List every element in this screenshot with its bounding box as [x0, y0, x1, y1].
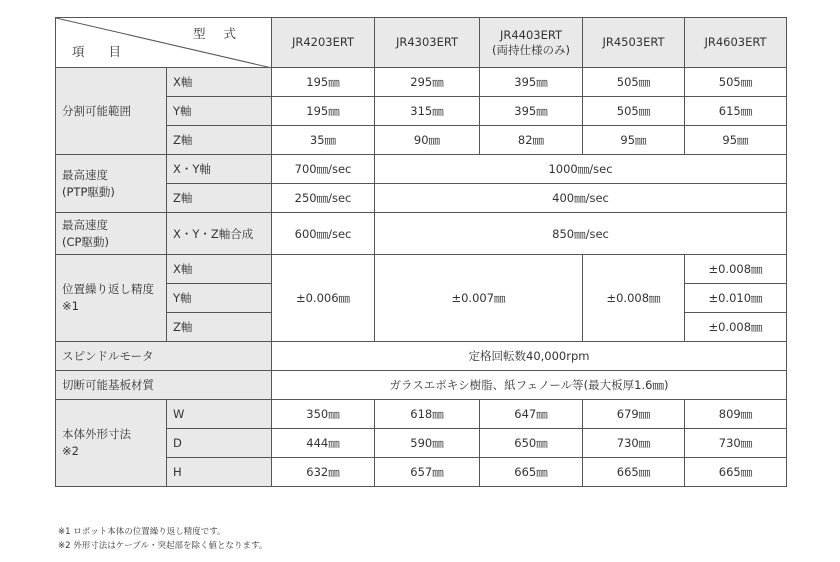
- value-cell: 395㎜: [480, 68, 583, 97]
- axis-label: Y軸: [167, 97, 272, 126]
- value-cell: 850㎜/sec: [375, 213, 787, 255]
- row-label-repeatability: [56, 255, 167, 342]
- footnote: ※1 ロボット本体の位置繰り返し精度です。: [58, 527, 226, 537]
- label-line: (PTP駆動): [62, 184, 115, 199]
- table-row: [56, 213, 787, 255]
- value-cell: 650㎜: [480, 429, 583, 458]
- axis-label: D: [167, 429, 272, 458]
- axis-label: X軸: [167, 68, 272, 97]
- model-header: [480, 18, 583, 68]
- row-label-material: 切断可能基板材質: [56, 371, 272, 400]
- model-header: JR4603ERT: [685, 18, 787, 68]
- value-cell: 647㎜: [480, 400, 583, 429]
- value-cell: 665㎜: [685, 458, 787, 487]
- value-cell: 600㎜/sec: [272, 213, 375, 255]
- table-row: [56, 400, 787, 429]
- row-label-max-speed-ptp: [56, 155, 167, 213]
- label-line: ※2: [62, 444, 79, 458]
- table-row: [56, 371, 787, 400]
- value-cell: 350㎜: [272, 400, 375, 429]
- value-cell: 730㎜: [685, 429, 787, 458]
- value-cell: 195㎜: [272, 97, 375, 126]
- axis-label: X軸: [167, 255, 272, 284]
- value-cell: 295㎜: [375, 68, 480, 97]
- axis-label: X・Y・Z軸合成: [167, 213, 272, 255]
- table-row: [56, 155, 787, 184]
- model-name: JR4403ERT: [499, 27, 563, 42]
- axis-label: Z軸: [167, 184, 272, 213]
- value-cell: ガラスエポキシ樹脂、紙フェノール等(最大板厚1.6㎜): [272, 371, 787, 400]
- value-cell: 730㎜: [583, 429, 685, 458]
- axis-label: Z軸: [167, 126, 272, 155]
- value-cell: 632㎜: [272, 458, 375, 487]
- value-cell: 505㎜: [583, 97, 685, 126]
- table-row: [56, 68, 787, 97]
- value-cell: 315㎜: [375, 97, 480, 126]
- row-label-spindle: スピンドルモータ: [56, 342, 272, 371]
- header-row: [56, 18, 787, 68]
- value-cell: 809㎜: [685, 400, 787, 429]
- value-cell: ±0.008㎜: [685, 313, 787, 342]
- spec-table: [55, 17, 787, 487]
- model-header: JR4503ERT: [583, 18, 685, 68]
- value-cell: 250㎜/sec: [272, 184, 375, 213]
- value-cell: 95㎜: [685, 126, 787, 155]
- table-row: [56, 342, 787, 371]
- label-line: (CP駆動): [62, 234, 109, 249]
- value-cell: ±0.007㎜: [375, 255, 583, 342]
- axis-label: W: [167, 400, 272, 429]
- value-cell: 590㎜: [375, 429, 480, 458]
- axis-label: H: [167, 458, 272, 487]
- type-header: 型 式: [193, 26, 243, 41]
- value-cell: 195㎜: [272, 68, 375, 97]
- value-cell: 95㎜: [583, 126, 685, 155]
- item-header: 項 目: [72, 44, 131, 59]
- value-cell: 618㎜: [375, 400, 480, 429]
- value-cell: 400㎜/sec: [375, 184, 787, 213]
- label-line: 本体外形寸法: [62, 427, 131, 441]
- row-label-max-speed-cp: [56, 213, 167, 255]
- label-line: ※1: [62, 299, 79, 313]
- value-cell: ±0.008㎜: [583, 255, 685, 342]
- footnote: ※2 外形寸法はケーブル・突起部を除く値となります。: [58, 541, 268, 551]
- axis-label: Y軸: [167, 284, 272, 313]
- value-cell: 615㎜: [685, 97, 787, 126]
- value-cell: 35㎜: [272, 126, 375, 155]
- value-cell: ±0.010㎜: [685, 284, 787, 313]
- value-cell: 665㎜: [480, 458, 583, 487]
- value-cell: 90㎜: [375, 126, 480, 155]
- value-cell: 657㎜: [375, 458, 480, 487]
- value-cell: ±0.006㎜: [272, 255, 375, 342]
- value-cell: 665㎜: [583, 458, 685, 487]
- model-header: JR4203ERT: [272, 18, 375, 68]
- label-line: 最高速度: [62, 167, 108, 182]
- value-cell: 定格回転数40,000rpm: [272, 342, 787, 371]
- row-label-dimensions: [56, 400, 167, 487]
- axis-label: X・Y軸: [167, 155, 272, 184]
- value-cell: 505㎜: [583, 68, 685, 97]
- label-line: 最高速度: [62, 217, 108, 232]
- value-cell: 700㎜/sec: [272, 155, 375, 184]
- value-cell: 444㎜: [272, 429, 375, 458]
- value-cell: ±0.008㎜: [685, 255, 787, 284]
- value-cell: 82㎜: [480, 126, 583, 155]
- label-line: 位置繰り返し精度: [62, 282, 154, 296]
- table-row: [56, 255, 787, 284]
- model-note: (両持仕様のみ): [492, 42, 570, 57]
- axis-label: Z軸: [167, 313, 272, 342]
- row-label-division-range: 分割可能範囲: [56, 68, 167, 155]
- model-header: JR4303ERT: [375, 18, 480, 68]
- value-cell: 505㎜: [685, 68, 787, 97]
- value-cell: 1000㎜/sec: [375, 155, 787, 184]
- header-corner-cell: [56, 18, 272, 68]
- value-cell: 679㎜: [583, 400, 685, 429]
- value-cell: 395㎜: [480, 97, 583, 126]
